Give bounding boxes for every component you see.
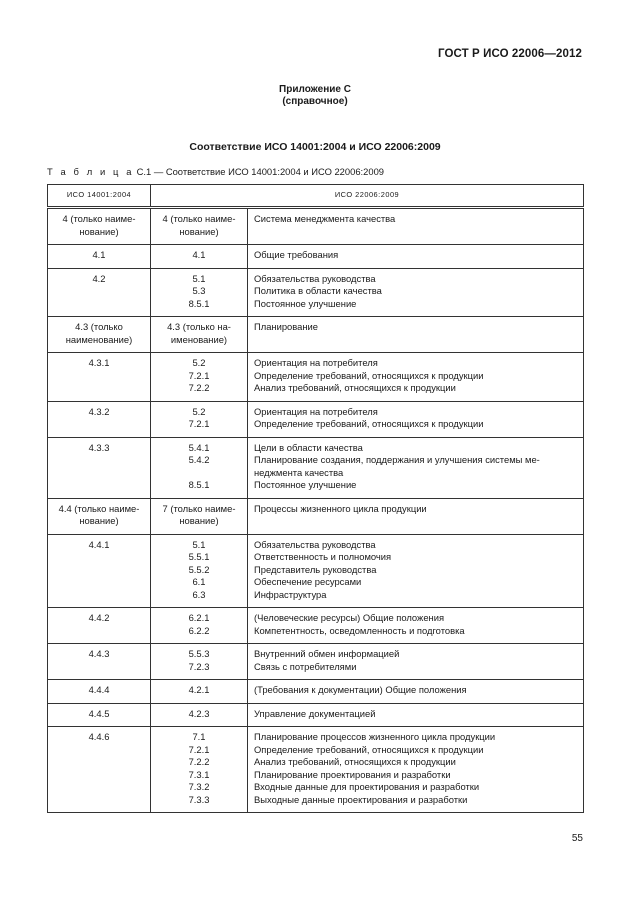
cell-iso14001 [48,534,151,608]
cell-title-line: Ориентация на потребителя [254,405,378,417]
cell-iso22006-line: 5.4.2 [188,454,210,465]
cell-iso14001-line: 4.4.5 [88,707,110,719]
cell-iso14001-line: 4 (только наиме- [62,213,136,224]
cell-title-line: Планирование [254,321,318,332]
cell-title [248,208,584,245]
cell-title-line: Процессы жизненного цикла продукции [254,502,427,514]
cell-iso22006-line: 4.2.1 [188,684,210,695]
cell-iso14001-line: 4.4.2 [88,612,110,623]
cell-iso14001 [48,703,151,727]
cell-title [248,268,584,317]
cell-title-line: Обеспечение ресурсами [254,576,362,587]
cell-title-line: Выходные данные проектирования и разработки [254,793,468,805]
table-row [48,727,584,813]
cell-iso14001 [48,317,151,353]
cell-iso22006-line: 8.5.1 [188,479,210,490]
cell-iso14001 [48,208,151,245]
cell-iso14001-line: наименование) [65,333,133,345]
table-row [48,437,584,498]
cell-iso14001-line: 4.4 (только наиме- [58,502,140,514]
table-row [48,644,584,680]
page-number: 55 [571,833,583,844]
cell-title-line: (Человеческие ресурсы) Общие положения [254,612,445,623]
cell-iso22006-line: 7.2.2 [188,756,210,767]
cell-title [248,608,584,644]
cell-title-line: Определение требований, относящихся к продукции [254,743,484,755]
cell-iso22006-line: 5.5.2 [188,563,210,575]
cell-iso22006 [151,208,248,245]
cell-iso22006-line: 7.2.3 [188,660,210,672]
cell-iso22006-line: 7.2.1 [188,743,210,755]
cell-title-line: Внутренний обмен информацией [254,648,400,659]
cell-iso14001-line: 4.3.1 [88,357,110,368]
cell-iso14001-line: 4.4.4 [88,684,110,695]
table-body [48,208,584,813]
cell-iso22006 [151,353,248,402]
cell-title-line: Компетентность, осведомленность и подготовка [254,624,465,636]
cell-title-line: Определение требований, относящихся к продукции [254,369,484,381]
cell-title-line: Планирование проектирования и разработки [254,768,451,780]
cell-iso22006-line: 7.2.2 [188,382,210,393]
table-caption [47,166,384,177]
cell-iso22006 [151,680,248,704]
cell-iso22006-line: 7.3.1 [188,768,210,780]
cell-iso22006-line: 5.4.1 [188,441,210,453]
cell-iso22006 [151,534,248,608]
cell-title [248,437,584,498]
cell-iso14001 [48,608,151,644]
cell-title-line: Политика в области качества [254,285,382,296]
cell-iso22006 [151,644,248,680]
table-row [48,498,584,534]
cell-title-line: Общие требования [254,249,339,260]
cell-iso22006-line: 5.5.3 [188,648,210,659]
header-iso22006: ИСО 22006:2009 [151,185,584,208]
cell-iso22006-line: 5.5.1 [188,551,210,562]
cell-iso14001 [48,268,151,317]
cell-title-line: Обязательства руководства [254,272,376,284]
cell-iso22006-line: 5.2 [192,405,206,417]
cell-iso14001-line: 4.4.1 [88,538,110,550]
cell-iso22006-line: 5.1 [192,538,206,550]
cell-title-line: Входные данные для проектирования и разработки [254,781,480,792]
table-row [48,680,584,704]
cell-iso14001-line: 4.3.2 [88,405,110,417]
cell-title-line: Планирование процессов жизненного цикла продукции [254,731,496,742]
cell-iso22006-line: 8.5.1 [188,297,210,309]
cell-title-line: Система менеджмента качества [254,213,396,224]
cell-iso22006-line: 6.2.2 [188,624,210,636]
cell-title-line: Ответственность и полномочия [254,551,392,562]
cell-iso22006-line: 5.2 [192,357,206,368]
cell-iso22006-line: 6.1 [192,576,206,587]
cell-iso22006-line: 5.1 [192,272,206,284]
cell-iso14001 [48,353,151,402]
correspondence-table [47,184,584,813]
cell-title-line: неджмента качества [254,466,344,478]
table-row [48,208,584,245]
cell-title-line: Цели в области качества [254,441,363,453]
document-title: Соответствие ИСО 14001:2004 и ИСО 22006:2009 [189,141,441,153]
cell-title-line: Планирование создания, поддержания и улучшения системы ме- [254,454,540,465]
table-row [48,401,584,437]
cell-iso14001 [48,437,151,498]
cell-iso22006-line: 6.3 [192,588,206,600]
cell-iso14001-line: нование) [79,225,119,237]
table-caption-text: — Соответствие ИСО 14001:2004 и ИСО 22006:2009 [153,166,384,177]
cell-title-line: Представитель руководства [254,563,377,575]
cell-title-line: Постоянное улучшение [254,479,357,490]
cell-iso22006-line: 6.2.1 [188,612,210,623]
cell-iso22006 [151,268,248,317]
table-caption-prefix: Т а б л и ц а [47,166,135,177]
cell-iso22006-line [157,467,241,480]
cell-iso22006-line: 5.3 [192,285,206,296]
cell-iso14001 [48,727,151,813]
cell-title-line: Постоянное улучшение [254,297,357,309]
cell-title-line: Связь с потребителями [254,660,357,672]
cell-iso22006-line: 7.2.1 [188,369,210,381]
cell-iso22006-line: именование) [170,333,228,345]
cell-iso14001 [48,644,151,680]
cell-iso22006-line: 7.3.2 [188,781,210,792]
cell-iso14001-line: нование) [79,515,119,526]
cell-iso14001-line: 4.2 [92,272,106,284]
table-row [48,317,584,353]
cell-title-line: Анализ требований, относящихся к продукции [254,382,456,393]
cell-title-line: Определение требований, относящихся к продукции [254,418,484,429]
table-row [48,268,584,317]
table-caption-number: С.1 [136,166,152,177]
annex-title: Приложение С [279,84,351,95]
table-row [48,534,584,608]
cell-iso14001-line: 4.4.6 [88,731,110,742]
cell-iso22006-line: 7.3.3 [188,793,210,805]
cell-title-line: (Требования к документации) Общие положения [254,684,467,695]
cell-title-line: Обязательства руководства [254,538,376,550]
standard-code: ГОСТ Р ИСО 22006—2012 [437,48,582,60]
cell-title-line: Инфраструктура [254,588,327,600]
cell-iso22006-line: 4 (только наиме- [162,213,236,224]
cell-title [248,317,584,353]
cell-iso22006-line: 7.2.1 [188,418,210,429]
cell-iso22006 [151,727,248,813]
cell-title-line: Управление документацией [254,707,376,719]
cell-iso14001 [48,401,151,437]
cell-iso22006 [151,437,248,498]
cell-iso14001-line: 4.4.3 [88,648,110,659]
cell-iso14001-line: 4.3.3 [88,441,110,453]
cell-iso22006-line: нование) [179,515,219,526]
table-row [48,245,584,269]
cell-iso22006-line: 4.2.3 [188,707,210,719]
table-header-row [48,185,584,208]
cell-iso14001 [48,680,151,704]
cell-title [248,703,584,727]
cell-iso22006-line: 4.3 (только на- [167,321,231,332]
cell-iso22006-line: 7.1 [192,731,206,742]
cell-iso22006-line: 4.1 [192,249,206,260]
cell-iso14001 [48,498,151,534]
cell-iso22006 [151,401,248,437]
cell-title [248,680,584,704]
cell-iso22006 [151,245,248,269]
cell-title [248,727,584,813]
cell-iso22006 [151,608,248,644]
cell-title [248,644,584,680]
cell-title-line: Анализ требований, относящихся к продукции [254,756,456,767]
cell-iso22006 [151,498,248,534]
annex-type: (справочное) [282,96,348,107]
table-row [48,608,584,644]
header-iso14001: ИСО 14001:2004 [48,185,151,208]
cell-iso22006 [151,317,248,353]
cell-title [248,401,584,437]
cell-iso14001-line: 4.1 [92,249,106,260]
table-row [48,703,584,727]
table-row [48,353,584,402]
cell-title [248,534,584,608]
cell-iso14001 [48,245,151,269]
cell-iso22006-line: 7 (только наиме- [162,502,236,514]
cell-title [248,498,584,534]
cell-iso22006 [151,703,248,727]
cell-title [248,353,584,402]
cell-title [248,245,584,269]
cell-iso14001-line: 4.3 (только [75,321,123,332]
cell-title-line: Ориентация на потребителя [254,357,378,368]
cell-iso22006-line: нование) [179,225,219,237]
